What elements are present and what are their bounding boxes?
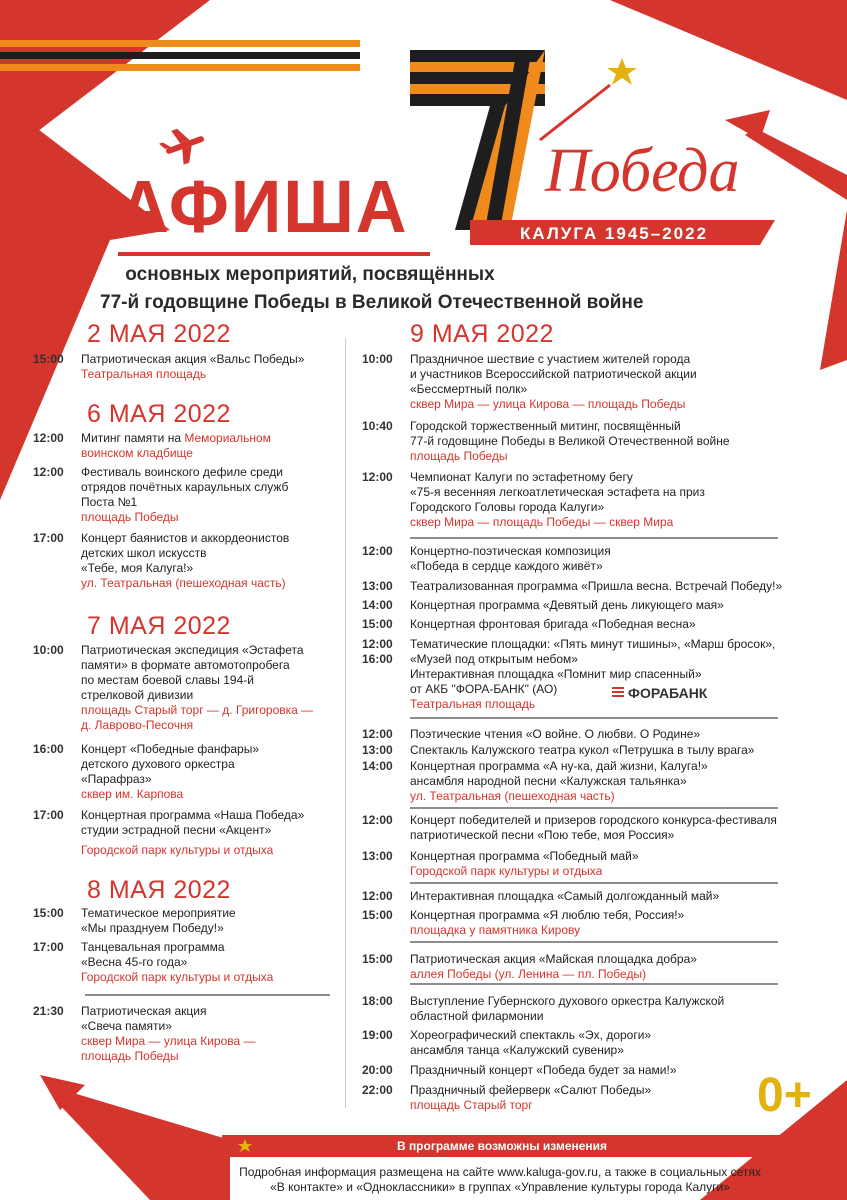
event-line: Патриотическая акция xyxy=(81,1004,207,1018)
event-may9-1 xyxy=(362,352,697,412)
event-time: 12:00 xyxy=(362,889,393,903)
event-line: Спектакль Калужского театра кукол «Петрушка в тылу врага» xyxy=(410,743,755,757)
event-may6-1 xyxy=(33,431,271,461)
event-line: Фестиваль воинского дефиле среди xyxy=(81,465,283,479)
event-line: Праздничное шествие с участием жителей города xyxy=(410,352,691,366)
event-line: Хореографический спектакль «Эх, дороги» xyxy=(410,1028,652,1042)
divider xyxy=(410,807,778,809)
event-line: Концертная программа «Девятый день ликующего мая» xyxy=(410,598,724,612)
event-may6-2 xyxy=(33,465,288,525)
logo-city: КАЛУГА 1945–2022 xyxy=(520,224,709,243)
event-line: Патриотическая акция «Майская площадка добра» xyxy=(410,952,697,966)
date-may-2: 2 МАЯ 2022 xyxy=(87,320,231,348)
event-location: сквер Мира — улица Кирова — xyxy=(81,1034,256,1048)
event-time: 14:00 xyxy=(362,598,393,612)
event-line: Городской торжественный митинг, посвящённый xyxy=(410,419,681,433)
event-line: Танцевальная программа xyxy=(81,940,225,954)
event-may9-5 xyxy=(362,579,782,594)
event-time: 13:00 xyxy=(362,579,393,593)
event-line: Поэтические чтения «О войне. О любви. О Родине» xyxy=(410,727,701,741)
event-may7-2 xyxy=(33,742,259,802)
event-line: ансамбля народной песни «Калужская тальянка» xyxy=(410,774,687,788)
stripe-left-2 xyxy=(0,52,360,59)
event-time: 10:00 xyxy=(362,352,393,366)
event-time: 12:00 xyxy=(33,465,64,479)
event-line: стрелковой дивизии xyxy=(81,688,194,702)
event-location: воинском кладбище xyxy=(81,446,193,460)
event-line: Концерт «Победные фанфары» xyxy=(81,742,260,756)
event-line: Концертная программа «А ну-ка, дай жизни, Калуга!» xyxy=(410,759,708,773)
footer-info xyxy=(200,1165,800,1195)
event-line: и участников Всероссийской патриотической акции xyxy=(410,367,697,381)
poster-title: АФИША xyxy=(118,165,409,248)
event-location: Городской парк культуры и отдыха xyxy=(410,864,603,878)
event-line: детских школ искусств xyxy=(81,546,207,560)
subtitle-line-2: 77-й годовщине Победы в Великой Отечественной войне xyxy=(100,292,644,313)
event-line: Праздничный фейерверк «Салют Победы» xyxy=(410,1083,652,1097)
event-location: Театральная площадь xyxy=(410,697,536,711)
event-time: 17:00 xyxy=(33,531,64,545)
event-time: 12:00 xyxy=(33,431,64,445)
event-may8-2 xyxy=(33,940,273,985)
event-line: от АКБ "ФОРА-БАНК" (АО) xyxy=(410,682,558,696)
event-may2-1 xyxy=(33,352,304,382)
event-may8-1 xyxy=(33,906,236,936)
event-line: Интерактивная площадка «Помнит мир спасенный» xyxy=(410,667,702,681)
event-line: Концерт баянистов и аккордеонистов xyxy=(81,531,290,545)
event-location: площадь Старый торг xyxy=(410,1098,533,1112)
event-line: Концерт победителей и призеров городского конкурса-фестиваля xyxy=(410,813,777,827)
red-wedge-right xyxy=(820,210,847,370)
event-location: площадь Победы xyxy=(81,510,179,524)
divider xyxy=(410,717,778,719)
event-title: Митинг памяти на xyxy=(81,431,185,445)
event-time: 12:00 xyxy=(362,727,393,741)
event-line: Чемпионат Калуги по эстафетному бегу xyxy=(410,470,633,484)
sponsor-name: ФОРАБАНК xyxy=(628,685,708,701)
divider xyxy=(410,941,778,943)
event-time: 12:00 xyxy=(362,470,393,484)
event-may9-14 xyxy=(362,889,719,904)
event-may9-2 xyxy=(362,419,730,464)
event-time: 12:00 xyxy=(362,637,393,651)
event-location: аллея Победы (ул. Ленина — пл. Победы) xyxy=(410,967,647,981)
event-line: Концертная фронтовая бригада «Победная весна» xyxy=(410,617,696,631)
event-may7-3 xyxy=(33,808,304,858)
event-time: 13:00 xyxy=(362,849,393,863)
event-time: 13:00 xyxy=(362,743,393,757)
event-may9-20 xyxy=(362,1083,651,1113)
date-may-6: 6 МАЯ 2022 xyxy=(87,400,231,428)
event-may9-10 xyxy=(362,743,754,758)
event-time: 14:00 xyxy=(362,759,393,773)
event-may9-16 xyxy=(362,952,697,982)
event-time: 16:00 xyxy=(362,652,393,666)
event-time: 15:00 xyxy=(33,352,64,366)
event-time: 19:00 xyxy=(362,1028,393,1042)
event-may7-1 xyxy=(33,643,313,733)
event-may9-19 xyxy=(362,1063,677,1078)
event-line: Тематическое мероприятие xyxy=(81,906,236,920)
event-line: «Бессмертный полк» xyxy=(410,382,528,396)
event-location: Городской парк культуры и отдыха xyxy=(81,843,274,857)
column-separator xyxy=(345,338,346,1108)
event-line: памяти» в формате автомотопробега xyxy=(81,658,290,672)
event-may9-13 xyxy=(362,849,639,879)
stripe-left-3 xyxy=(0,64,360,71)
event-may9-4 xyxy=(362,544,611,574)
event-location: Театральная площадь xyxy=(81,367,207,381)
event-time: 10:00 xyxy=(33,643,64,657)
event-line: Патриотическая экспедиция «Эстафета xyxy=(81,643,304,657)
plane-icon xyxy=(156,121,210,170)
stripe-left-1 xyxy=(0,40,360,47)
event-may9-11 xyxy=(362,759,708,804)
event-line: «Музей под открытым небом» xyxy=(410,652,578,666)
event-time: 12:00 xyxy=(362,544,393,558)
event-line: студии эстрадной песни «Акцент» xyxy=(81,823,272,837)
event-line: патриотической песни «Пою тебе, моя Россия» xyxy=(410,828,675,842)
event-line: отрядов почётных караульных служб xyxy=(81,480,289,494)
logo-word: Победа xyxy=(545,137,740,205)
event-location: сквер Мира — площадь Победы — сквер Мира xyxy=(410,515,674,529)
sponsor-mark-icon xyxy=(612,687,624,699)
changes-note: В программе возможны изменения xyxy=(396,1139,608,1153)
event-time: 15:00 xyxy=(362,908,393,922)
event-time: 17:00 xyxy=(33,808,64,822)
red-corner-top-right xyxy=(610,0,847,100)
event-may9-9 xyxy=(362,727,700,742)
event-line: «75-я весенняя легкоатлетическая эстафета на приз xyxy=(410,485,705,499)
event-location: площадь Победы xyxy=(410,449,508,463)
age-rating-badge: 0+ xyxy=(757,1069,812,1122)
event-may9-8 xyxy=(362,637,775,712)
event-time: 17:00 xyxy=(33,940,64,954)
event-title: Патриотическая акция «Вальс Победы» xyxy=(81,352,305,366)
event-line: Праздничный концерт «Победа будет за нами!» xyxy=(410,1063,677,1077)
divider xyxy=(85,994,330,996)
event-line: Концертная программа «Победный май» xyxy=(410,849,639,863)
star-icon xyxy=(607,58,637,85)
event-line: «Победа в сердце каждого живёт» xyxy=(410,559,603,573)
event-time: 16:00 xyxy=(33,742,64,756)
event-line: по местам боевой славы 194-й xyxy=(81,673,254,687)
event-line: Концертно-поэтическая композиция xyxy=(410,544,611,558)
event-line: «Свеча памяти» xyxy=(81,1019,172,1033)
event-location: д. Лаврово-Песочня xyxy=(81,718,194,732)
event-line: «Тебе, моя Калуга!» xyxy=(81,561,194,575)
divider xyxy=(410,537,778,539)
event-time: 12:00 xyxy=(362,813,393,827)
event-line: Концертная программа «Я люблю тебя, Россия!» xyxy=(410,908,685,922)
sponsor-logo xyxy=(612,685,707,701)
event-may9-15 xyxy=(362,908,684,938)
event-may8-3 xyxy=(33,1004,256,1064)
event-location: Городской парк культуры и отдыха xyxy=(81,970,274,984)
event-time: 10:40 xyxy=(362,419,393,433)
event-time: 15:00 xyxy=(362,952,393,966)
event-location: площадь Победы xyxy=(81,1049,179,1063)
event-may9-18 xyxy=(362,1028,651,1058)
event-line: «Весна 45-го года» xyxy=(81,955,188,969)
event-line: 77-й годовщине Победы в Великой Отечественной войне xyxy=(410,434,730,448)
event-line: Выступление Губернского духового оркестра Калужской xyxy=(410,994,725,1008)
event-time: 21:30 xyxy=(33,1004,64,1018)
event-time: 18:00 xyxy=(362,994,393,1008)
event-may9-7 xyxy=(362,617,696,632)
event-location: ул. Театральная (пешеходная часть) xyxy=(410,789,615,803)
event-line: Поста №1 xyxy=(81,495,138,509)
event-location: площадь Старый торг — д. Григоровка — xyxy=(81,703,314,717)
event-line: областной филармонии xyxy=(410,1009,544,1023)
event-line: «Парафраз» xyxy=(81,772,152,786)
arrow-icon xyxy=(725,110,847,200)
date-may-8: 8 МАЯ 2022 xyxy=(87,876,231,904)
event-may9-17 xyxy=(362,994,724,1024)
st-george-ribbon xyxy=(410,50,545,230)
event-line: ансамбля танца «Калужский сувенир» xyxy=(410,1043,624,1057)
event-may9-6 xyxy=(362,598,724,613)
event-time: 15:00 xyxy=(33,906,64,920)
date-may-7: 7 МАЯ 2022 xyxy=(87,612,231,640)
event-time: 15:00 xyxy=(362,617,393,631)
event-location: сквер Мира — улица Кирова — площадь Победы xyxy=(410,397,686,411)
event-line: Городского Головы города Калуги» xyxy=(410,500,605,514)
event-location: сквер им. Карпова xyxy=(81,787,184,801)
footer-info-line: «В контакте» и «Одноклассники» в группах «Управление культуры города Калуги» xyxy=(270,1180,730,1194)
event-line: Тематические площадки: «Пять минут тишины», «Марш бросок», xyxy=(410,637,776,651)
date-may-9: 9 МАЯ 2022 xyxy=(410,320,554,348)
event-line: Интерактивная площадка «Самый долгожданный май» xyxy=(410,889,720,903)
event-line: «Мы празднуем Победу!» xyxy=(81,921,224,935)
event-may6-3 xyxy=(33,531,289,591)
event-line: Театрализованная программа «Пришла весна. Встречай Победу!» xyxy=(410,579,783,593)
event-time: 20:00 xyxy=(362,1063,393,1077)
event-may9-3 xyxy=(362,470,705,530)
footer-info-line: Подробная информация размещена на сайте www.kaluga-gov.ru, а также в социальных сетях xyxy=(239,1165,761,1179)
subtitle-line-1: основных мероприятий, посвящённых xyxy=(125,264,495,285)
divider xyxy=(410,983,778,985)
event-line: детского духового оркестра xyxy=(81,757,235,771)
divider xyxy=(410,882,778,884)
event-line: Концертная программа «Наша Победа» xyxy=(81,808,305,822)
event-location: площадка у памятника Кирову xyxy=(410,923,581,937)
event-location-inline: Мемориальном xyxy=(184,431,271,445)
event-time: 22:00 xyxy=(362,1083,393,1097)
event-may9-12 xyxy=(362,813,777,843)
event-location: ул. Театральная (пешеходная часть) xyxy=(81,576,286,590)
